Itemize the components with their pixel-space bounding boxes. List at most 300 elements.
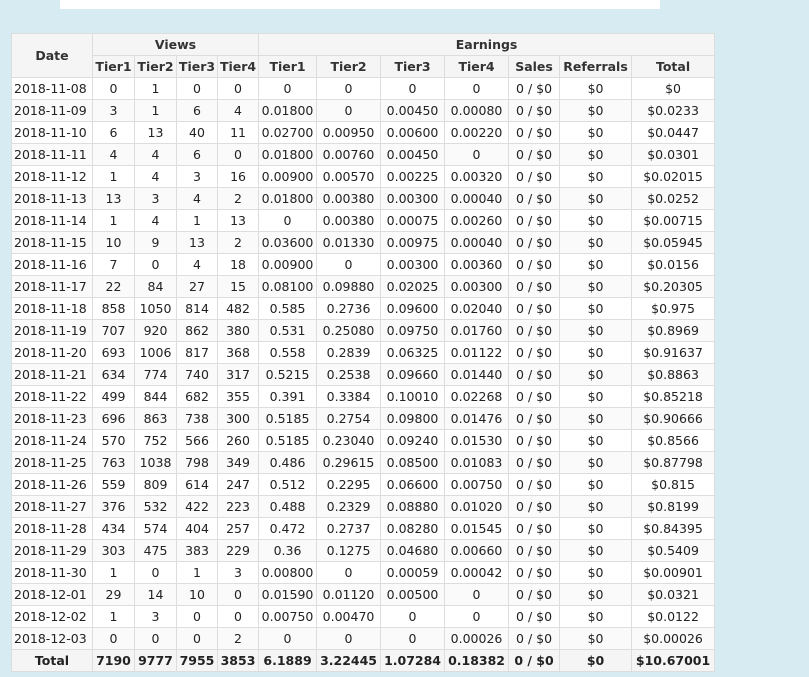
earnings-tier1-cell: 0.558 — [259, 342, 317, 364]
total-row — [12, 650, 715, 672]
total-cell: $0.8969 — [632, 320, 715, 342]
sales-cell: 0 / $0 — [509, 364, 560, 386]
referrals-cell: $0 — [560, 276, 632, 298]
sales-cell: 0 / $0 — [509, 408, 560, 430]
earnings-tier1-cell: 0.01800 — [259, 100, 317, 122]
sales-cell: 0 / $0 — [509, 540, 560, 562]
table-row — [12, 606, 715, 628]
date-cell: 2018-11-26 — [12, 474, 93, 496]
earnings-tier4-cell: 0.01545 — [445, 518, 509, 540]
views-tier2-cell: 752 — [135, 430, 177, 452]
date-cell: 2018-11-19 — [12, 320, 93, 342]
earnings-tier4-cell: 0.00026 — [445, 628, 509, 650]
earnings-stats-table — [11, 33, 715, 672]
views-tier4-cell: 3 — [218, 562, 259, 584]
total-earnings-tier1-cell: 6.1889 — [259, 650, 317, 672]
earnings-tier4-cell: 0.00080 — [445, 100, 509, 122]
views-tier4-cell: 11 — [218, 122, 259, 144]
sales-cell: 0 / $0 — [509, 210, 560, 232]
earnings-tier2-cell: 0.00470 — [317, 606, 381, 628]
views-tier4-cell: 15 — [218, 276, 259, 298]
date-cell: 2018-11-16 — [12, 254, 93, 276]
earnings-tier3-cell: 0 — [381, 606, 445, 628]
referrals-cell: $0 — [560, 430, 632, 452]
total-cell: $0.975 — [632, 298, 715, 320]
views-tier1-cell: 570 — [93, 430, 135, 452]
earnings-tier1-cell: 0.00900 — [259, 254, 317, 276]
views-tier1-cell: 634 — [93, 364, 135, 386]
views-tier3-cell: 404 — [177, 518, 218, 540]
table-row — [12, 452, 715, 474]
total-cell: $0.84395 — [632, 518, 715, 540]
views-tier4-cell: 0 — [218, 606, 259, 628]
views-tier2-cell: 4 — [135, 166, 177, 188]
total-cell: $0.0233 — [632, 100, 715, 122]
views-tier1-cell: 7 — [93, 254, 135, 276]
earnings-tier4-cell: 0.02268 — [445, 386, 509, 408]
views-tier2-cell: 532 — [135, 496, 177, 518]
views-tier4-cell: 16 — [218, 166, 259, 188]
earnings-tier4-cell: 0.01083 — [445, 452, 509, 474]
referrals-cell: $0 — [560, 364, 632, 386]
views-tier3-cell: 13 — [177, 232, 218, 254]
total-referrals-cell: $0 — [560, 650, 632, 672]
total-earnings-tier3-cell: 1.07284 — [381, 650, 445, 672]
earnings-tier4-cell: 0.01476 — [445, 408, 509, 430]
earnings-tier4-cell: 0 — [445, 584, 509, 606]
earnings-tier2-header: Tier2 — [317, 56, 381, 78]
views-tier3-cell: 740 — [177, 364, 218, 386]
earnings-tier4-cell: 0.00300 — [445, 276, 509, 298]
date-cell: 2018-11-25 — [12, 452, 93, 474]
earnings-tier4-cell: 0 — [445, 144, 509, 166]
referrals-cell: $0 — [560, 408, 632, 430]
total-cell: $0.91637 — [632, 342, 715, 364]
date-cell: 2018-11-28 — [12, 518, 93, 540]
earnings-tier3-cell: 0.08880 — [381, 496, 445, 518]
earnings-tier2-cell: 0 — [317, 562, 381, 584]
views-tier2-cell: 774 — [135, 364, 177, 386]
referrals-cell: $0 — [560, 298, 632, 320]
views-tier3-cell: 798 — [177, 452, 218, 474]
earnings-tier1-cell: 0.01800 — [259, 144, 317, 166]
views-tier1-cell: 13 — [93, 188, 135, 210]
earnings-tier2-cell: 0.01120 — [317, 584, 381, 606]
date-cell: 2018-12-01 — [12, 584, 93, 606]
total-cell: $0.90666 — [632, 408, 715, 430]
sales-cell: 0 / $0 — [509, 518, 560, 540]
date-cell: 2018-11-22 — [12, 386, 93, 408]
views-tier2-cell: 4 — [135, 210, 177, 232]
earnings-tier1-cell: 0.391 — [259, 386, 317, 408]
views-tier4-cell: 2 — [218, 628, 259, 650]
views-tier3-cell: 1 — [177, 210, 218, 232]
date-cell: 2018-11-27 — [12, 496, 93, 518]
total-views-tier3-cell: 7955 — [177, 650, 218, 672]
views-tier1-cell: 3 — [93, 100, 135, 122]
earnings-tier4-cell: 0.00660 — [445, 540, 509, 562]
total-cell: $0.0447 — [632, 122, 715, 144]
referrals-cell: $0 — [560, 100, 632, 122]
earnings-tier1-cell: 0.00750 — [259, 606, 317, 628]
earnings-group-header: Earnings — [259, 34, 715, 56]
earnings-tier2-cell: 0.00380 — [317, 188, 381, 210]
earnings-tier3-cell: 0 — [381, 78, 445, 100]
total-cell: $0.87798 — [632, 452, 715, 474]
referrals-cell: $0 — [560, 78, 632, 100]
table-row — [12, 408, 715, 430]
earnings-tier1-cell: 0 — [259, 628, 317, 650]
total-cell: $0.0122 — [632, 606, 715, 628]
earnings-tier1-cell: 0.02700 — [259, 122, 317, 144]
views-tier3-cell: 1 — [177, 562, 218, 584]
total-total-cell: $10.67001 — [632, 650, 715, 672]
date-cell: 2018-12-02 — [12, 606, 93, 628]
earnings-tier3-cell: 0.00059 — [381, 562, 445, 584]
earnings-tier2-cell: 0 — [317, 628, 381, 650]
earnings-tier4-cell: 0.01530 — [445, 430, 509, 452]
earnings-tier3-cell: 0.08280 — [381, 518, 445, 540]
views-tier3-cell: 0 — [177, 78, 218, 100]
date-cell: 2018-11-30 — [12, 562, 93, 584]
sales-cell: 0 / $0 — [509, 232, 560, 254]
table-row — [12, 188, 715, 210]
earnings-tier3-header: Tier3 — [381, 56, 445, 78]
total-cell: $0.8863 — [632, 364, 715, 386]
views-tier4-cell: 2 — [218, 188, 259, 210]
views-tier3-cell: 383 — [177, 540, 218, 562]
table-row — [12, 254, 715, 276]
date-cell: 2018-11-21 — [12, 364, 93, 386]
earnings-tier4-cell: 0.00040 — [445, 232, 509, 254]
views-tier1-cell: 376 — [93, 496, 135, 518]
total-cell: $0.00026 — [632, 628, 715, 650]
sales-header: Sales — [509, 56, 560, 78]
earnings-tier2-cell: 0.2736 — [317, 298, 381, 320]
sales-cell: 0 / $0 — [509, 342, 560, 364]
views-tier2-cell: 9 — [135, 232, 177, 254]
views-tier3-cell: 6 — [177, 100, 218, 122]
views-tier4-cell: 223 — [218, 496, 259, 518]
stats-table-container — [11, 33, 714, 672]
earnings-tier2-cell: 0.25080 — [317, 320, 381, 342]
earnings-tier4-cell: 0.01440 — [445, 364, 509, 386]
views-tier2-cell: 13 — [135, 122, 177, 144]
table-row — [12, 166, 715, 188]
earnings-tier1-cell: 0.01800 — [259, 188, 317, 210]
earnings-tier1-cell: 0.00900 — [259, 166, 317, 188]
table-body — [12, 78, 715, 650]
earnings-tier1-cell: 0.36 — [259, 540, 317, 562]
table-row — [12, 320, 715, 342]
views-tier3-cell: 566 — [177, 430, 218, 452]
views-tier2-cell: 1 — [135, 78, 177, 100]
views-tier1-cell: 10 — [93, 232, 135, 254]
total-views-tier4-cell: 3853 — [218, 650, 259, 672]
total-label: Total — [12, 650, 93, 672]
views-tier2-cell: 920 — [135, 320, 177, 342]
referrals-cell: $0 — [560, 518, 632, 540]
total-cell: $0.8199 — [632, 496, 715, 518]
earnings-tier1-cell: 0.488 — [259, 496, 317, 518]
earnings-tier3-cell: 0.09800 — [381, 408, 445, 430]
earnings-tier1-header: Tier1 — [259, 56, 317, 78]
earnings-tier1-cell: 0.486 — [259, 452, 317, 474]
views-tier3-cell: 614 — [177, 474, 218, 496]
date-cell: 2018-11-14 — [12, 210, 93, 232]
views-tier2-cell: 0 — [135, 562, 177, 584]
earnings-tier3-cell: 0.00500 — [381, 584, 445, 606]
views-tier2-cell: 809 — [135, 474, 177, 496]
views-tier4-cell: 247 — [218, 474, 259, 496]
views-tier4-cell: 18 — [218, 254, 259, 276]
total-cell: $0.5409 — [632, 540, 715, 562]
earnings-tier2-cell: 0.3384 — [317, 386, 381, 408]
views-tier4-cell: 355 — [218, 386, 259, 408]
total-cell: $0.05945 — [632, 232, 715, 254]
views-tier2-cell: 4 — [135, 144, 177, 166]
referrals-cell: $0 — [560, 496, 632, 518]
views-tier2-cell: 475 — [135, 540, 177, 562]
referrals-cell: $0 — [560, 122, 632, 144]
views-tier2-cell: 3 — [135, 188, 177, 210]
total-cell: $0 — [632, 78, 715, 100]
date-cell: 2018-11-12 — [12, 166, 93, 188]
views-tier2-cell: 0 — [135, 628, 177, 650]
date-cell: 2018-11-15 — [12, 232, 93, 254]
earnings-tier2-cell: 0.2329 — [317, 496, 381, 518]
total-views-tier2-cell: 9777 — [135, 650, 177, 672]
views-tier2-cell: 1038 — [135, 452, 177, 474]
total-cell: $0.20305 — [632, 276, 715, 298]
table-row — [12, 584, 715, 606]
earnings-tier1-cell: 0.00800 — [259, 562, 317, 584]
views-tier1-cell: 4 — [93, 144, 135, 166]
views-tier4-cell: 349 — [218, 452, 259, 474]
total-cell: $0.00901 — [632, 562, 715, 584]
views-tier2-cell: 3 — [135, 606, 177, 628]
earnings-tier3-cell: 0.08500 — [381, 452, 445, 474]
total-cell: $0.0252 — [632, 188, 715, 210]
sales-cell: 0 / $0 — [509, 122, 560, 144]
sales-cell: 0 / $0 — [509, 78, 560, 100]
views-tier1-cell: 29 — [93, 584, 135, 606]
referrals-cell: $0 — [560, 474, 632, 496]
date-cell: 2018-11-24 — [12, 430, 93, 452]
sales-cell: 0 / $0 — [509, 166, 560, 188]
referrals-cell: $0 — [560, 144, 632, 166]
views-tier3-cell: 862 — [177, 320, 218, 342]
earnings-tier4-cell: 0.01760 — [445, 320, 509, 342]
sales-cell: 0 / $0 — [509, 562, 560, 584]
date-cell: 2018-12-03 — [12, 628, 93, 650]
referrals-cell: $0 — [560, 452, 632, 474]
views-tier1-cell: 6 — [93, 122, 135, 144]
earnings-tier4-cell: 0.00042 — [445, 562, 509, 584]
table-row — [12, 386, 715, 408]
views-tier3-cell: 0 — [177, 606, 218, 628]
earnings-tier4-cell: 0.00220 — [445, 122, 509, 144]
views-tier3-cell: 817 — [177, 342, 218, 364]
views-tier2-cell: 14 — [135, 584, 177, 606]
views-tier4-cell: 300 — [218, 408, 259, 430]
sales-cell: 0 / $0 — [509, 276, 560, 298]
earnings-tier1-cell: 0.03600 — [259, 232, 317, 254]
views-tier1-cell: 559 — [93, 474, 135, 496]
earnings-tier4-cell: 0.00260 — [445, 210, 509, 232]
views-tier3-cell: 40 — [177, 122, 218, 144]
views-tier1-cell: 303 — [93, 540, 135, 562]
referrals-cell: $0 — [560, 320, 632, 342]
referrals-cell: $0 — [560, 166, 632, 188]
earnings-tier3-cell: 0.09600 — [381, 298, 445, 320]
referrals-cell: $0 — [560, 188, 632, 210]
earnings-tier3-cell: 0.00300 — [381, 254, 445, 276]
views-tier1-cell: 696 — [93, 408, 135, 430]
views-tier4-header: Tier4 — [218, 56, 259, 78]
earnings-tier3-cell: 0.00300 — [381, 188, 445, 210]
table-row — [12, 540, 715, 562]
views-tier4-cell: 0 — [218, 584, 259, 606]
total-earnings-tier4-cell: 0.18382 — [445, 650, 509, 672]
views-tier1-cell: 1 — [93, 166, 135, 188]
earnings-tier2-cell: 0.2754 — [317, 408, 381, 430]
date-cell: 2018-11-23 — [12, 408, 93, 430]
earnings-tier4-header: Tier4 — [445, 56, 509, 78]
views-tier4-cell: 13 — [218, 210, 259, 232]
sales-cell: 0 / $0 — [509, 474, 560, 496]
views-tier4-cell: 368 — [218, 342, 259, 364]
sales-cell: 0 / $0 — [509, 452, 560, 474]
views-tier1-cell: 1 — [93, 606, 135, 628]
sales-cell: 0 / $0 — [509, 386, 560, 408]
views-tier1-cell: 0 — [93, 78, 135, 100]
table-row — [12, 430, 715, 452]
table-row — [12, 496, 715, 518]
sales-cell: 0 / $0 — [509, 144, 560, 166]
table-row — [12, 210, 715, 232]
views-tier1-cell: 0 — [93, 628, 135, 650]
table-row — [12, 232, 715, 254]
date-cell: 2018-11-08 — [12, 78, 93, 100]
earnings-tier3-cell: 0.00975 — [381, 232, 445, 254]
date-cell: 2018-11-09 — [12, 100, 93, 122]
earnings-tier2-cell: 0.09880 — [317, 276, 381, 298]
views-tier2-cell: 574 — [135, 518, 177, 540]
table-row — [12, 78, 715, 100]
earnings-tier1-cell: 0.5215 — [259, 364, 317, 386]
earnings-tier3-cell: 0.10010 — [381, 386, 445, 408]
views-tier3-cell: 27 — [177, 276, 218, 298]
total-cell: $0.0156 — [632, 254, 715, 276]
views-tier4-cell: 317 — [218, 364, 259, 386]
sales-cell: 0 / $0 — [509, 100, 560, 122]
date-cell: 2018-11-18 — [12, 298, 93, 320]
earnings-tier3-cell: 0.09750 — [381, 320, 445, 342]
views-tier4-cell: 380 — [218, 320, 259, 342]
earnings-tier2-cell: 0.2538 — [317, 364, 381, 386]
views-tier4-cell: 229 — [218, 540, 259, 562]
sales-cell: 0 / $0 — [509, 320, 560, 342]
referrals-cell: $0 — [560, 232, 632, 254]
referrals-cell: $0 — [560, 342, 632, 364]
views-tier4-cell: 0 — [218, 78, 259, 100]
referrals-header: Referrals — [560, 56, 632, 78]
total-cell: $0.8566 — [632, 430, 715, 452]
sales-cell: 0 / $0 — [509, 584, 560, 606]
views-tier4-cell: 2 — [218, 232, 259, 254]
total-cell: $0.0301 — [632, 144, 715, 166]
earnings-tier2-cell: 0 — [317, 100, 381, 122]
views-group-header: Views — [93, 34, 259, 56]
table-row — [12, 628, 715, 650]
earnings-tier4-cell: 0.00360 — [445, 254, 509, 276]
sales-cell: 0 / $0 — [509, 254, 560, 276]
sales-cell: 0 / $0 — [509, 298, 560, 320]
top-panel — [60, 0, 660, 9]
table-row — [12, 298, 715, 320]
views-tier1-cell: 499 — [93, 386, 135, 408]
date-cell: 2018-11-10 — [12, 122, 93, 144]
earnings-tier3-cell: 0.09660 — [381, 364, 445, 386]
views-tier2-cell: 844 — [135, 386, 177, 408]
table-row — [12, 562, 715, 584]
earnings-tier2-cell: 0.2839 — [317, 342, 381, 364]
earnings-tier1-cell: 0.585 — [259, 298, 317, 320]
table-row — [12, 122, 715, 144]
total-sales-cell: 0 / $0 — [509, 650, 560, 672]
earnings-tier3-cell: 0.04680 — [381, 540, 445, 562]
views-tier3-cell: 3 — [177, 166, 218, 188]
sales-cell: 0 / $0 — [509, 430, 560, 452]
views-tier3-cell: 10 — [177, 584, 218, 606]
earnings-tier1-cell: 0 — [259, 78, 317, 100]
views-tier3-cell: 422 — [177, 496, 218, 518]
earnings-tier3-cell: 0 — [381, 628, 445, 650]
earnings-tier2-cell: 0.23040 — [317, 430, 381, 452]
earnings-tier1-cell: 0.01590 — [259, 584, 317, 606]
earnings-tier4-cell: 0.02040 — [445, 298, 509, 320]
earnings-tier3-cell: 0.00075 — [381, 210, 445, 232]
views-tier4-cell: 482 — [218, 298, 259, 320]
referrals-cell: $0 — [560, 210, 632, 232]
referrals-cell: $0 — [560, 584, 632, 606]
total-cell: $0.02015 — [632, 166, 715, 188]
earnings-tier3-cell: 0.00450 — [381, 100, 445, 122]
earnings-tier1-cell: 0.5185 — [259, 430, 317, 452]
earnings-tier1-cell: 0.512 — [259, 474, 317, 496]
views-tier1-cell: 763 — [93, 452, 135, 474]
referrals-cell: $0 — [560, 254, 632, 276]
table-row — [12, 364, 715, 386]
views-tier3-cell: 4 — [177, 254, 218, 276]
earnings-tier1-cell: 0.5185 — [259, 408, 317, 430]
date-cell: 2018-11-20 — [12, 342, 93, 364]
table-row — [12, 474, 715, 496]
views-tier2-cell: 0 — [135, 254, 177, 276]
earnings-tier1-cell: 0.08100 — [259, 276, 317, 298]
views-tier1-cell: 434 — [93, 518, 135, 540]
earnings-tier2-cell: 0.1275 — [317, 540, 381, 562]
referrals-cell: $0 — [560, 562, 632, 584]
earnings-tier4-cell: 0.00750 — [445, 474, 509, 496]
views-tier1-cell: 693 — [93, 342, 135, 364]
earnings-tier3-cell: 0.06325 — [381, 342, 445, 364]
total-cell: $0.00715 — [632, 210, 715, 232]
views-tier2-cell: 863 — [135, 408, 177, 430]
earnings-tier3-cell: 0.00450 — [381, 144, 445, 166]
total-cell: $0.815 — [632, 474, 715, 496]
